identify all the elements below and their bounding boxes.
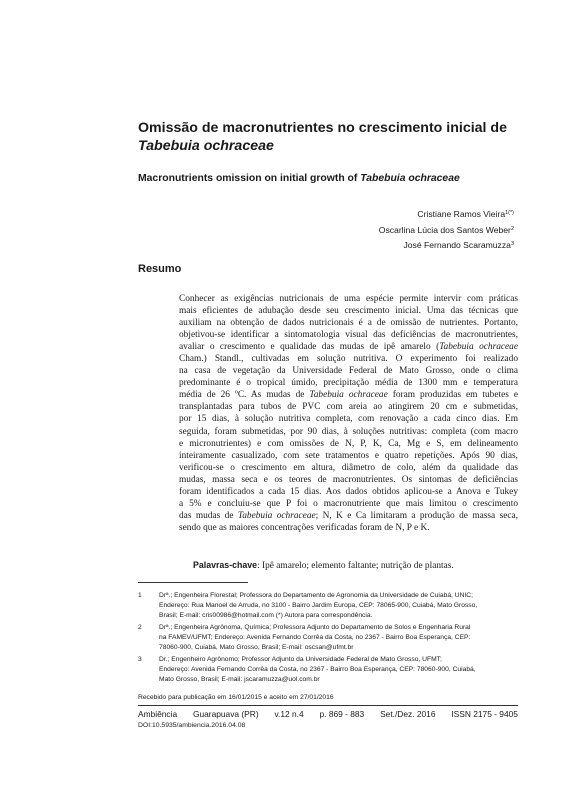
title-pt-prefix: Omissão de macronutrientes no crescimento inicial de [138, 120, 507, 136]
received-note: Recebido para publicação em 16/01/2015 e aceito em 27/01/2016 [138, 694, 334, 701]
footnote-number: 3 [138, 656, 142, 663]
footnote-number: 1 [138, 592, 142, 599]
footer-divider [138, 705, 518, 706]
keywords-text: : Ipê amarelo; elemento faltante; nutrição de plantas. [257, 561, 454, 571]
journal-name: Ambiência [138, 709, 178, 719]
footnote-line: na FAMEV/UFMT; Endereço: Avenida Fernando Corrêa da Costa, no 2367 - Bairro Boa Esperança, CEP: [159, 634, 471, 641]
footnote-divider [138, 582, 248, 583]
author-list [379, 207, 514, 254]
abstract-line: na casa de vegetação da Universidade Federal de Mato Grosso, onde o clima [179, 366, 518, 377]
doi: DOI:10.5935/ambiencia.2016.04.08 [138, 722, 246, 729]
journal-pages: p. 869 - 883 [319, 709, 365, 719]
footnote-line: 78060-900, Cuiabá, Mato Grosso, Brasil; E-mail: oscsan@ufmt.br [159, 644, 354, 651]
journal-date: Set./Dez. 2016 [380, 709, 436, 719]
footnote-line: Endereço: Avenida Fernando Corrêa da Costa, no 2367 - Bairro Boa Esperança, CEP: 78060-900, Cuiabá, [159, 666, 476, 673]
article-title [138, 119, 538, 155]
footnote-number: 2 [138, 624, 142, 631]
footnote-line: Dr.; Engenheiro Agrônomo; Professor Adjunto da Universidade Federal de Mato Grosso, UFMT; [159, 656, 442, 663]
abstract-line: mudas, massa seca e os teores de macronutrientes. Os sintomas de deficiências [179, 474, 518, 485]
footnote [138, 623, 518, 653]
abstract-line: mais eficientes de adubação desde seu crescimento inicial. Uma das técnicas que [179, 306, 518, 317]
abstract-line: seguida, foram submetidas, por 90 dias, à soluções nutritivas: completa (com macro [179, 426, 518, 437]
author: Cristiane Ramos Vieira$^{1(*)}$ [417, 209, 514, 219]
abstract-line: predominante é o tropical úmido, precipitação média de 1300 mm e temperatura [179, 378, 518, 389]
abstract-line: avaliar o crescimento e qualidade das mudas de ipê amarelo (Tabebuia ochraceae [179, 342, 518, 353]
footnote-line: Endereço: Rua Manoel de Arruda, no 3100 - Bairro Jardim Europa, CEP: 78065-900, Cuiabá, Mato Grosso, [159, 602, 478, 609]
author-affiliation-mark: 3 [510, 241, 514, 247]
journal-issn: ISSN 2175 - 9405 [451, 709, 518, 719]
abstract-line: verificou-se o crescimento em altura, diâmetro de colo, além da qualidade das [179, 462, 518, 473]
abstract-line: objetivou-se identificar a sintomatologia visual das deficiências de macronutrientes, [179, 330, 518, 341]
abstract-line: transplantadas para tubos de PVC com areia ao atingirem 20 cm e submetidas, [179, 402, 518, 413]
species-name: Tabebuia ochraceae [237, 510, 316, 521]
abstract-line: das mudas de Tabebuia ochraceae; N, K e Ca limitaram a produção de massa seca, [179, 510, 518, 521]
abstract-line: Cham.) Standl., cultivadas em solução nutritiva. O experimento foi realizado [179, 354, 518, 365]
title-pt-species: Tabebuia ochraceae [138, 138, 274, 154]
abstract-line: foram identificados a cada 15 dias. Aos dados obtidos aplicou-se a Anova e Tukey [179, 486, 518, 497]
abstract-body [179, 293, 518, 534]
abstract-line: média de 26 ºC. As mudas de Tabebuia ochraceae foram produzidas em tubetes e [179, 390, 518, 401]
abstract-heading: Resumo [138, 263, 182, 275]
abstract-line: sendo que as maiores concentrações verificadas foram de N, P e K. [179, 522, 430, 533]
abstract-line: e micronutrientes) e com omissões de N, P, K, Ca, Mg e S, em delineamento [179, 438, 518, 449]
abstract-line: a 5% e concluiu-se que P foi o macronutriente que mais limitou o crescimento [179, 498, 518, 509]
footnote-line: Mato Grosso, Brasil; E-mail: jscaramuzza@uol.com.br [159, 676, 320, 683]
author: José Fernando Scaramuzza$^3$ [403, 240, 514, 250]
footnote-line: Drª.; Engenheira Florestal; Professora do Departamento de Agronomia da Universidade de Cuiabá, UNIC; [159, 592, 473, 599]
abstract-line: auxiliam na obtenção de dados nutricionais é a de omissão de nutrientes. Portanto, [179, 318, 518, 329]
journal-volume: v.12 n.4 [274, 709, 304, 719]
abstract-line: por 15 dias, à solução nutritiva completa, com renovação a cada cinco dias. Em [179, 414, 518, 425]
keywords-label: Palavras-chave [193, 560, 258, 570]
footnote [138, 591, 518, 621]
journal-footer [138, 709, 518, 719]
author-affiliation-mark: 2 [510, 225, 514, 232]
footnote-line: Drª.; Engenheira Agrônoma, Química; Professora Adjunto do Departamento de Solos e Engenharia Rural [159, 624, 471, 631]
species-name: Tabebuia ochraceae [439, 342, 518, 353]
journal-city: Guarapuava (PR) [192, 709, 259, 719]
footnote [138, 655, 518, 685]
footnote-line: Brasil; E-mail: cris00986@hotmail.com (*) Autora para correspondência. [159, 612, 373, 619]
title-en-species: Tabebuia ochraceae [360, 173, 460, 184]
keywords [193, 560, 454, 571]
abstract-line: inteiramente casualizado, com sete tratamentos e quatro repetições. Após 90 dias, [179, 450, 518, 461]
species-name: Tabebuia ochraceae [309, 390, 388, 401]
english-title [138, 172, 538, 186]
title-en-prefix: Macronutrients omission on initial growth of [138, 173, 361, 184]
abstract-line: Conhecer as exigências nutricionais de uma espécie permite intervir com práticas [179, 294, 518, 304]
author-affiliation-mark: 1(*) [505, 210, 514, 216]
author: Oscarlina Lúcia dos Santos Weber$^2$ [378, 224, 514, 235]
